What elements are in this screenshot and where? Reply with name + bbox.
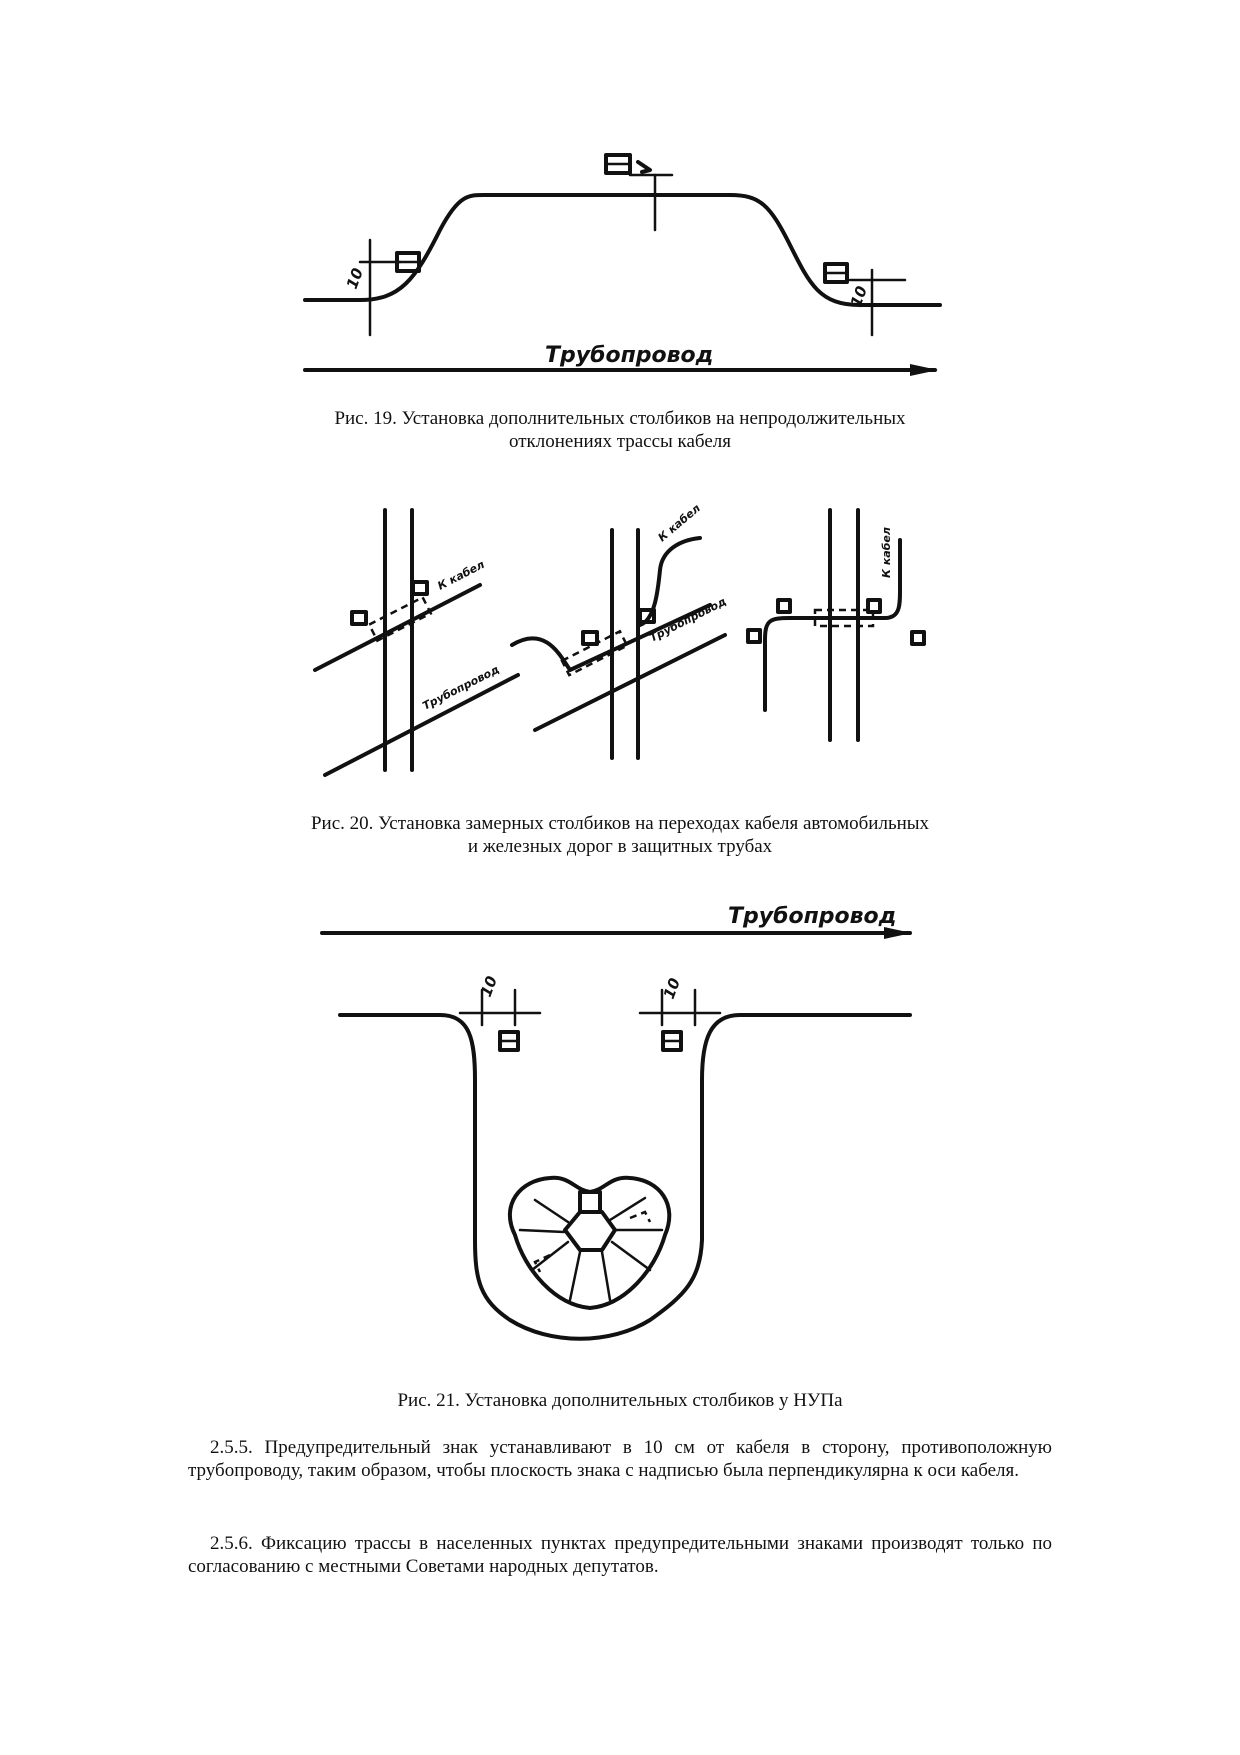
pipeline-label-a: Трубопровод bbox=[420, 662, 502, 713]
to-cable-label-right: К кабел bbox=[880, 527, 893, 578]
figure-20-caption-line1: Рис. 20. Установка замерных столбиков на переходах кабеля автомобильных bbox=[310, 813, 930, 834]
figure-20-drawing bbox=[300, 500, 960, 790]
figure-19-caption-line2: отклонениях трассы кабеля bbox=[509, 431, 731, 452]
figure-21-caption-line: Рис. 21. Установка дополнительных столбиков у НУПа bbox=[397, 1390, 843, 1411]
pipeline-label: Трубопровод bbox=[728, 904, 897, 929]
dim-left-label: 10 bbox=[342, 265, 367, 292]
figure-20 bbox=[300, 500, 960, 790]
marker-post bbox=[912, 632, 924, 644]
figure-19-caption bbox=[0, 407, 1240, 453]
dim-right-label: 10 bbox=[659, 975, 684, 1002]
dim-right-label: 10 bbox=[846, 283, 871, 310]
paragraph-2-5-6: 2.5.6. Фиксацию трассы в населенных пунктах предупредительными знаками производят только по согласованию с местными Советами народных депутатов. bbox=[188, 1533, 1052, 1577]
marker-post bbox=[352, 612, 366, 624]
paragraph-2-5-5: 2.5.5. Предупредительный знак устанавливают в 10 см от кабеля в сторону, противоположную трубопроводу, таким образом, чтобы плоскость знака с надписью была перпендикулярна к оси кабеля. bbox=[188, 1437, 1052, 1481]
marker-post bbox=[778, 600, 790, 612]
figure-21-drawing bbox=[310, 900, 930, 1370]
figure-19-caption-line1: Рис. 19. Установка дополнительных столбиков на непродолжительных bbox=[334, 408, 906, 429]
marker-post bbox=[748, 630, 760, 642]
figure-21 bbox=[310, 900, 930, 1370]
figure-20-caption bbox=[0, 812, 1240, 858]
cable-label: К кабел bbox=[435, 557, 487, 593]
figure-21-caption bbox=[0, 1389, 1240, 1412]
figure-20-caption-line2: и железных дорог в защитных трубах bbox=[467, 836, 773, 857]
to-cable-label: К кабел bbox=[655, 501, 703, 545]
pipeline-label-b: Трубопровод bbox=[647, 594, 729, 645]
dim-left-label: 10 bbox=[476, 973, 501, 1000]
figure-19-drawing bbox=[290, 140, 970, 390]
marker-post bbox=[583, 632, 597, 644]
marker-post bbox=[868, 600, 880, 612]
pipeline-label: Трубопровод bbox=[545, 343, 714, 368]
marker-post bbox=[413, 582, 427, 594]
figure-19 bbox=[290, 140, 970, 390]
